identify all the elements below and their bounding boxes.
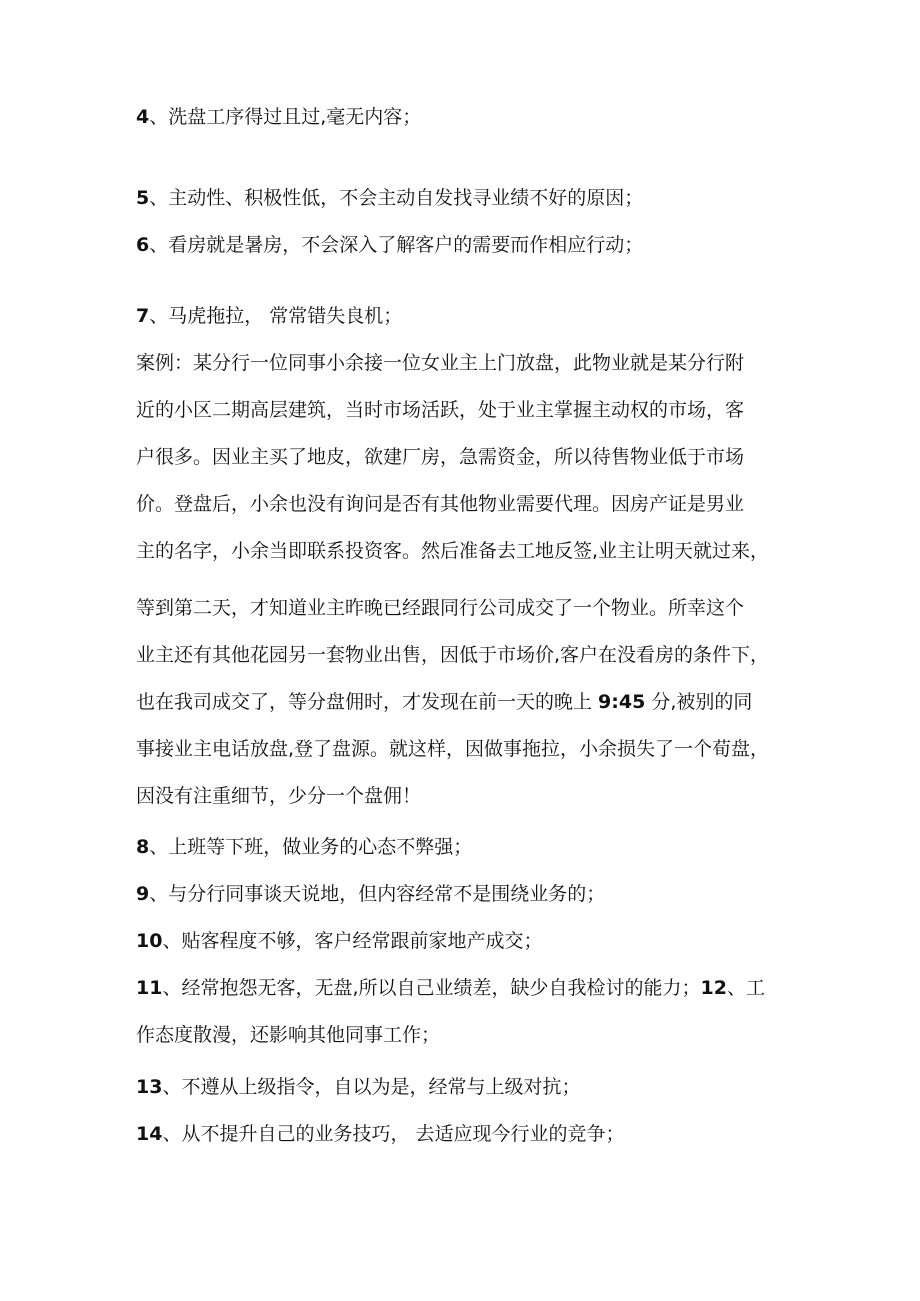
list-item: 6、看房就是暑房，不会深入了解客户的需要而作相应行动； [136, 234, 644, 256]
list-item: 5、主动性、积极性低，不会主动自发找寻业绩不好的原因； [136, 187, 644, 209]
list-item: 9、与分行同事谈天说地，但内容经常不是围绕业务的； [136, 883, 606, 905]
list-item: 14、从不提升自己的业务技巧， 去适应现今行业的竞争； [136, 1123, 625, 1145]
case-line: 近的小区二期高层建筑，当时市场活跃，处于业主掌握主动权的市场，客 [136, 399, 745, 421]
time-value: 9:45 [598, 691, 646, 713]
case-line: 事接业主电话放盘,登了盘源。就这样，因做事拖拉，小余损失了一个荀盘， [136, 738, 770, 760]
case-line: 也在我司成交了，等分盘佣时，才发现在前一天的晚上 9:45 分,被别的同 [136, 691, 753, 713]
case-line: 等到第二天，才知道业主昨晚已经跟同行公司成交了一个物业。所幸这个 [136, 597, 745, 619]
list-item: 7、马虎拖拉， 常常错失良机； [136, 305, 403, 327]
case-line: 业主还有其他花园另一套物业出售，因低于市场价,客户在没看房的条件下， [136, 644, 770, 666]
list-item: 11、经常抱怨无客，无盘,所以自己业绩差，缺少自我检讨的能力；12、工 [136, 977, 765, 999]
case-line: 主的名字，小余当即联系投资客。然后准备去工地反签,业主让明天就过来， [136, 540, 770, 562]
list-item: 13、不遵从上级指令，自以为是，经常与上级对抗； [136, 1076, 581, 1098]
list-item: 10、贴客程度不够，客户经常跟前家地产成交； [136, 930, 543, 952]
case-line: 户很多。因业主买了地皮，欲建厂房，急需资金，所以待售物业低于市场 [136, 446, 745, 468]
list-item: 8、上班等下班，做业务的心态不弊强； [136, 836, 473, 858]
case-line: 因没有注重细节，少分一个盘佣！ [136, 785, 422, 807]
case-line: 案例：某分行一位同事小余接一位女业主上门放盘，此物业就是某分行附 [136, 352, 745, 374]
case-line: 价。登盘后，小余也没有询问是否有其他物业需要代理。因房产证是男业 [136, 493, 745, 515]
list-item: 4、洗盘工序得过且过,毫无内容； [136, 106, 422, 128]
list-item-continuation: 作态度散漫，还影响其他同事工作； [136, 1024, 441, 1046]
